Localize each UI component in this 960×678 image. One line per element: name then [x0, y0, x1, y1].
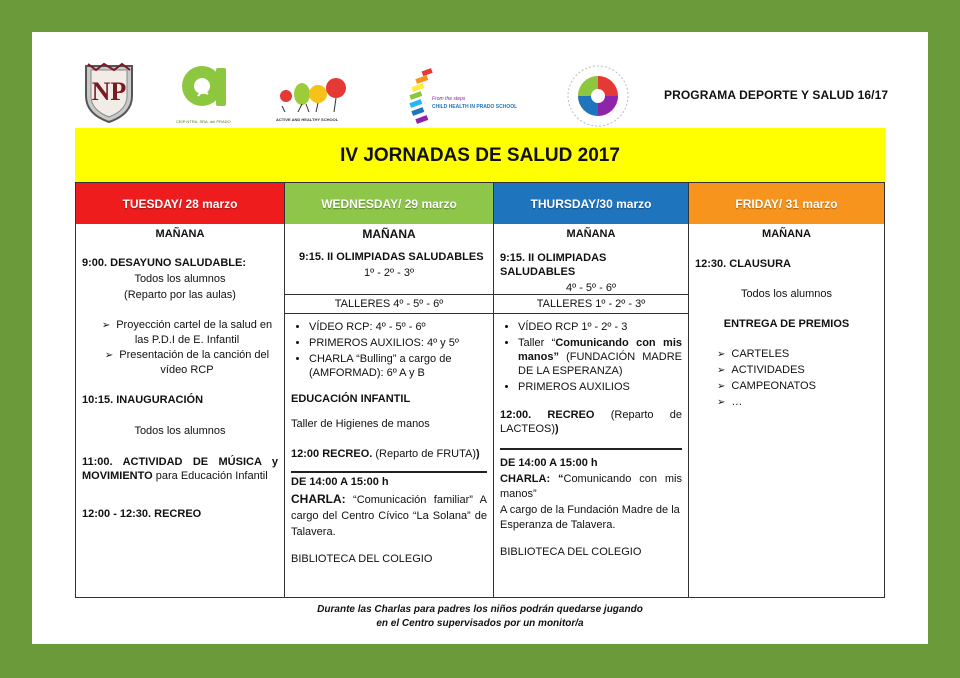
activity-time: 9:00. DESAYUNO SALUDABLE: — [82, 257, 247, 269]
charla-text — [291, 491, 487, 540]
activity-list — [291, 320, 487, 380]
charla-label: CHARLA: “ — [500, 473, 564, 485]
activity-time: DE 14:00 A 15:00 h — [291, 476, 389, 488]
activity-note: Todos los alumnos — [740, 288, 833, 300]
talleres-row: TALLERES 4º - 5º - 6º — [285, 294, 493, 313]
column-tuesday — [76, 183, 285, 597]
logo-caption: CEIP NTRA. SRA. del PRADO — [176, 119, 231, 124]
recreo-line: 12:00 RECREO. (Reparto de FRUTA)) — [291, 447, 487, 473]
list-item: ➢ CAMPEONATOS — [717, 379, 878, 394]
section-label: EDUCACIÓN INFANTIL — [291, 393, 411, 405]
column-wednesday — [285, 183, 494, 597]
activity-time: 10:15. INAUGURACIÓN — [82, 394, 204, 406]
footer-note-line2: en el Centro supervisados por un monitor/a — [376, 618, 584, 629]
recreo-line: 12:00. RECREO (Reparto de LACTEOS)) — [500, 408, 682, 450]
day-header-wednesday: WEDNESDAY/ 29 marzo — [285, 183, 493, 224]
charla-text — [500, 472, 682, 502]
activity-time: 12:30. CLAUSURA — [695, 258, 791, 270]
logo-caption-line2: CHILD HEALTH IN PRADO SCHOOL — [432, 104, 518, 110]
activity-note: para Educación Infantil — [152, 470, 268, 482]
activity-time: 12:00 - 12:30. RECREO — [82, 508, 202, 520]
activity-note: (Reparto por las aulas) — [124, 289, 236, 301]
list-item: • VÍDEO RCP: 4º - 5º - 6º — [309, 320, 487, 334]
logo-caption-line1: From the steps — [432, 96, 466, 102]
list-item: ➢ Proyección cartel de la salud en las P.D.I de E. Infantil — [96, 318, 278, 347]
fruit-logo — [276, 66, 356, 126]
footer-note-line1: Durante las Charlas para padres los niños podrán quedarse jugando — [317, 604, 643, 615]
activity-note: 4º - 5º - 6º — [566, 282, 616, 294]
activity-note: (Reparto de LACTEOS) — [500, 409, 682, 435]
child-health-logo — [406, 68, 526, 128]
list-item: • VÍDEO RCP 1º - 2º - 3 — [518, 320, 682, 334]
list-item: ➢ Presentación de la canción del vídeo RCP — [96, 348, 278, 377]
activity-note: Taller de Higienes de manos — [291, 418, 430, 430]
day-body — [689, 224, 884, 410]
day-body-afternoon — [285, 313, 493, 566]
day-body — [285, 224, 493, 294]
location: BIBLIOTECA DEL COLEGIO — [291, 553, 433, 565]
session-label: MAÑANA — [362, 227, 416, 241]
logo-caption: ACTIVE AND HEALTHY SCHOOL — [276, 117, 339, 122]
list-item: ➢ CARTELES — [717, 347, 878, 362]
charla-detail: “Comunicación familiar” A cargo del Centro Cívico “La Solana” de Talavera. — [291, 494, 487, 538]
activity-list — [500, 320, 682, 394]
charla-detail: Comunicando con mis manos” — [500, 473, 682, 500]
event-title: IV JORNADAS DE SALUD 2017 — [75, 128, 885, 183]
activity-note: Todos los alumnos — [134, 273, 226, 285]
activity-time: 12:00 RECREO. — [291, 448, 373, 460]
activity-note: (Reparto de FRUTA) — [372, 448, 477, 460]
list-item: ➢ ACTIVIDADES — [717, 363, 878, 378]
list-item: • PRIMEROS AUXILIOS — [518, 380, 682, 394]
charla-label: CHARLA: — [291, 492, 346, 506]
a-letter-icon — [176, 60, 236, 110]
day-body — [76, 224, 284, 521]
activity-time: 9:15. II OLIMPIADAS SALUDABLES — [299, 251, 484, 263]
session-label: MAÑANA — [155, 228, 205, 240]
activity-time: 11:00. ACTIVIDAD DE MÚSICA y MOVIMIENTO — [82, 456, 278, 482]
day-header-friday: FRIDAY/ 31 marzo — [689, 183, 884, 224]
section-label: ENTREGA DE PREMIOS — [723, 318, 850, 330]
schedule-table — [75, 182, 885, 598]
activity-music — [82, 455, 278, 483]
list-item: • PRIMEROS AUXILIOS: 4º y 5º — [309, 336, 487, 350]
charla-more: A cargo de la Fundación Madre de la Esperanza de Talavera. — [500, 504, 680, 531]
activity-note: Todos los alumnos — [134, 425, 226, 437]
activity-time: 9:15. II OLIMPIADAS SALUDABLES — [500, 252, 607, 278]
activity-time: 12:00. RECREO — [500, 409, 595, 421]
list-item: ➢ … — [717, 395, 878, 410]
school-crest-logo — [80, 62, 138, 124]
poster — [32, 32, 928, 644]
location: BIBLIOTECA DEL COLEGIO — [500, 546, 642, 558]
column-thursday — [494, 183, 689, 597]
session-label: MAÑANA — [762, 228, 811, 240]
session-label: MAÑANA — [566, 228, 616, 240]
activity-list — [82, 318, 278, 377]
talleres-row: TALLERES 1º - 2º - 3º — [494, 294, 688, 313]
day-header-tuesday: TUESDAY/ 28 marzo — [76, 183, 284, 224]
prize-list — [695, 347, 878, 410]
green-a-logo — [176, 60, 246, 126]
list-item: • CHARLA “Bulling” a cargo de (AMFORMAD): 6º A y B — [309, 352, 487, 380]
svg-text:NP: NP — [91, 77, 127, 106]
day-body-afternoon — [494, 313, 688, 559]
list-item: • Taller “Comunicando con mis manos” (FUNDACIÓN MADRE DE LA ESPERANZA) — [518, 336, 682, 378]
column-friday — [689, 183, 884, 597]
activity-note: 1º - 2º - 3º — [364, 267, 414, 279]
program-title: PROGRAMA DEPORTE Y SALUD 16/17 — [664, 88, 889, 102]
healthy-school-round-logo — [566, 64, 630, 128]
fruit-icon — [276, 66, 356, 112]
activity-time: DE 14:00 A 15:00 h — [500, 457, 598, 469]
day-body — [494, 224, 688, 294]
day-header-thursday: THURSDAY/30 marzo — [494, 183, 688, 224]
